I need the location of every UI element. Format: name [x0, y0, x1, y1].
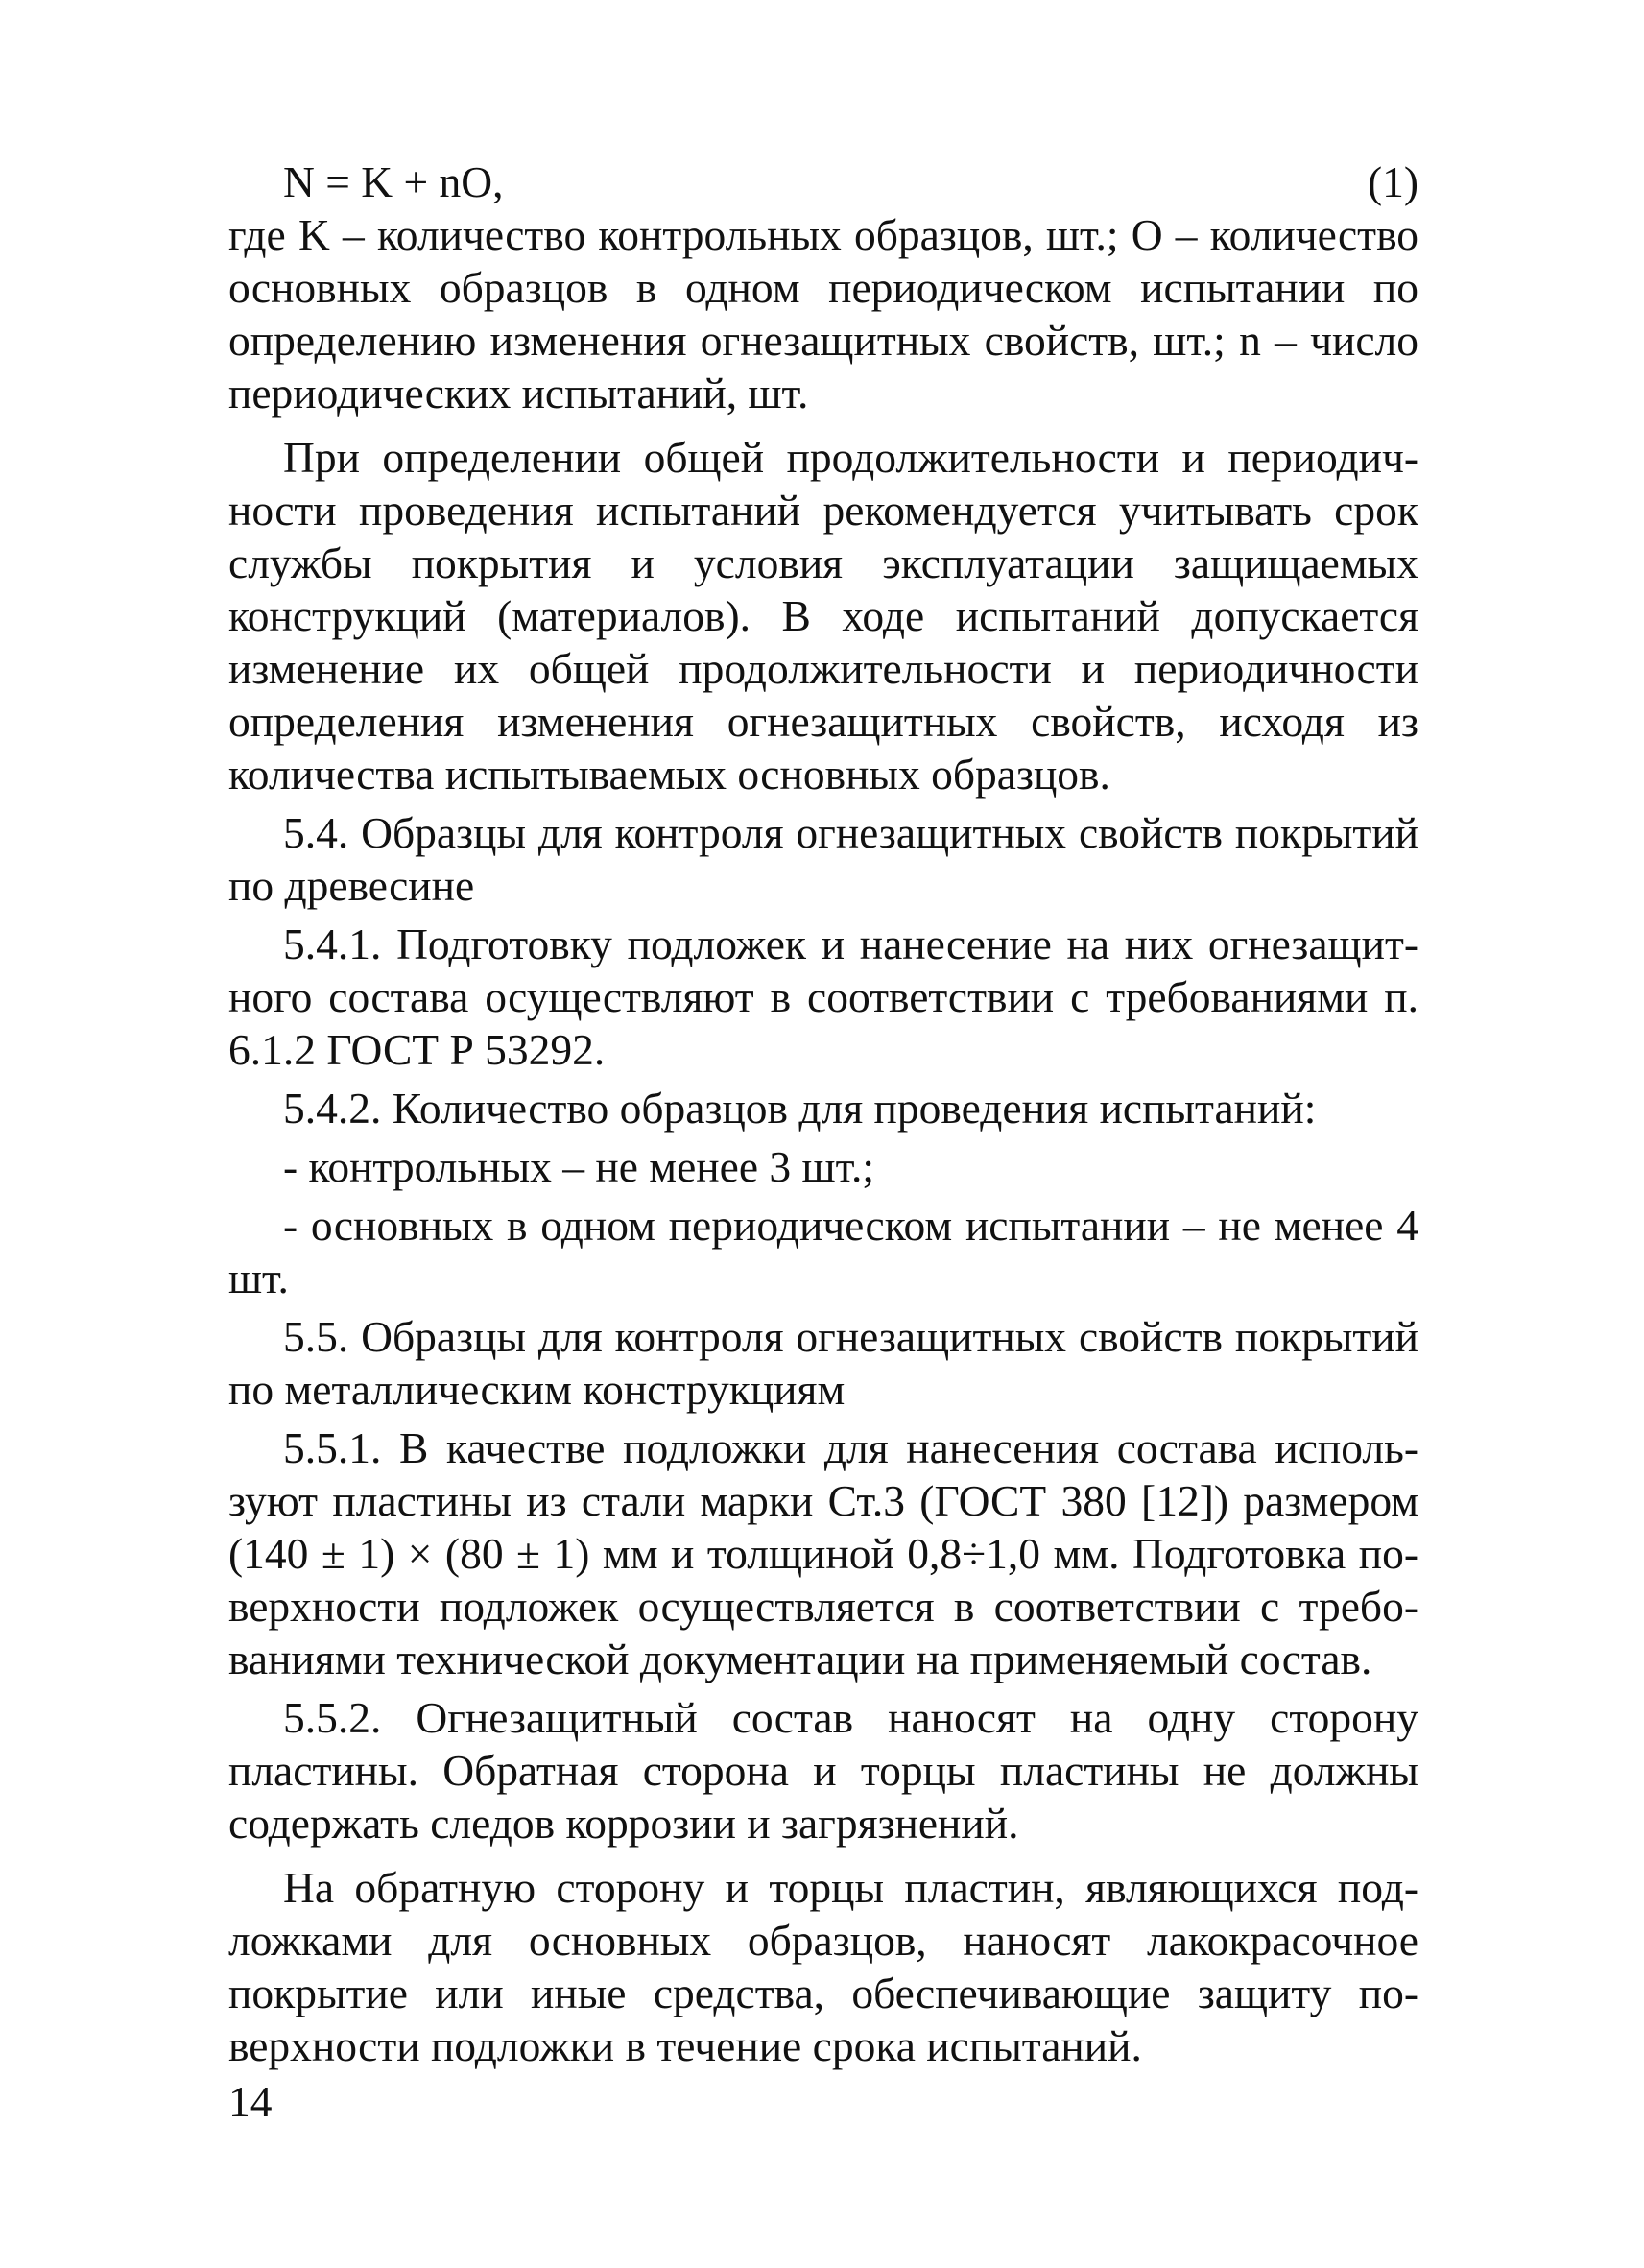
- paragraph-5-5-1: 5.5.1. В качестве подложки для нанесения состава используют пластины из стали марки Ст.3 (ГОСТ 380 [12]) размером (140 ± 1) × (80 ± 1) мм и толщиной 0,8÷1,0 мм. Подготовка поверхности подложек осуществляется в соответствии с требованиями технической документации на применяемый состав.: [228, 1423, 1418, 1683]
- section-heading-5-5: 5.5. Образцы для контроля огнезащитных свойств покрытий по металлическим конструкциям: [228, 1312, 1418, 1414]
- formula-number: (1): [1367, 157, 1418, 206]
- list-item-control-samples: - контрольных – не менее 3 шт.;: [283, 1142, 875, 1191]
- paragraph-5-4-1: 5.4.1. Подготовку подложек и нанесение на них огнезащитного состава осуществляют в соответствии с требованиями п. 6.1.2 ГОСТ Р 53292.: [228, 919, 1418, 1074]
- paragraph-test-duration: При определении общей продолжительности и периодичности проведения испытаний рекомендуется учитывать срок службы покрытия и условия эксплуатации защищаемых конструкций (материалов). В ходе испытаний допускается изменение их общей продолжительности и периодичности определения изменения огнезащитных свойств, исходя из количества испытываемых основных образцов.: [228, 433, 1418, 799]
- paragraph-formula-legend: где K – количество контрольных образцов, шт.; О – количество основных образцов в одном периодическом испытании по определению изменения огнезащитных свойств, шт.; n – число периодических испытаний, шт.: [228, 210, 1418, 418]
- paragraph-5-5-2: 5.5.2. Огнезащитный состав наносят на одну сторону пластины. Обратная сторона и торцы пластины не должны содержать следов коррозии и загрязнений.: [228, 1693, 1418, 1848]
- formula-line: [228, 155, 1418, 208]
- list-item-main-samples: - основных в одном периодическом испытании – не менее 4 шт.: [228, 1201, 1418, 1302]
- page-number: 14: [228, 2077, 273, 2126]
- formula-expression: N = K + nO,: [283, 157, 504, 206]
- page-content: [228, 155, 1418, 2072]
- paragraph-back-side-coating: На обратную сторону и торцы пластин, являющихся подложками для основных образцов, наносят лакокрасочное покрытие или иные средства, обеспечивающие защиту поверхности подложки в течение срока испытаний.: [228, 1863, 1418, 2070]
- paragraph-5-4-2: 5.4.2. Количество образцов для проведения испытаний:: [283, 1084, 1317, 1133]
- section-heading-5-4: 5.4. Образцы для контроля огнезащитных свойств покрытий по древесине: [228, 808, 1418, 910]
